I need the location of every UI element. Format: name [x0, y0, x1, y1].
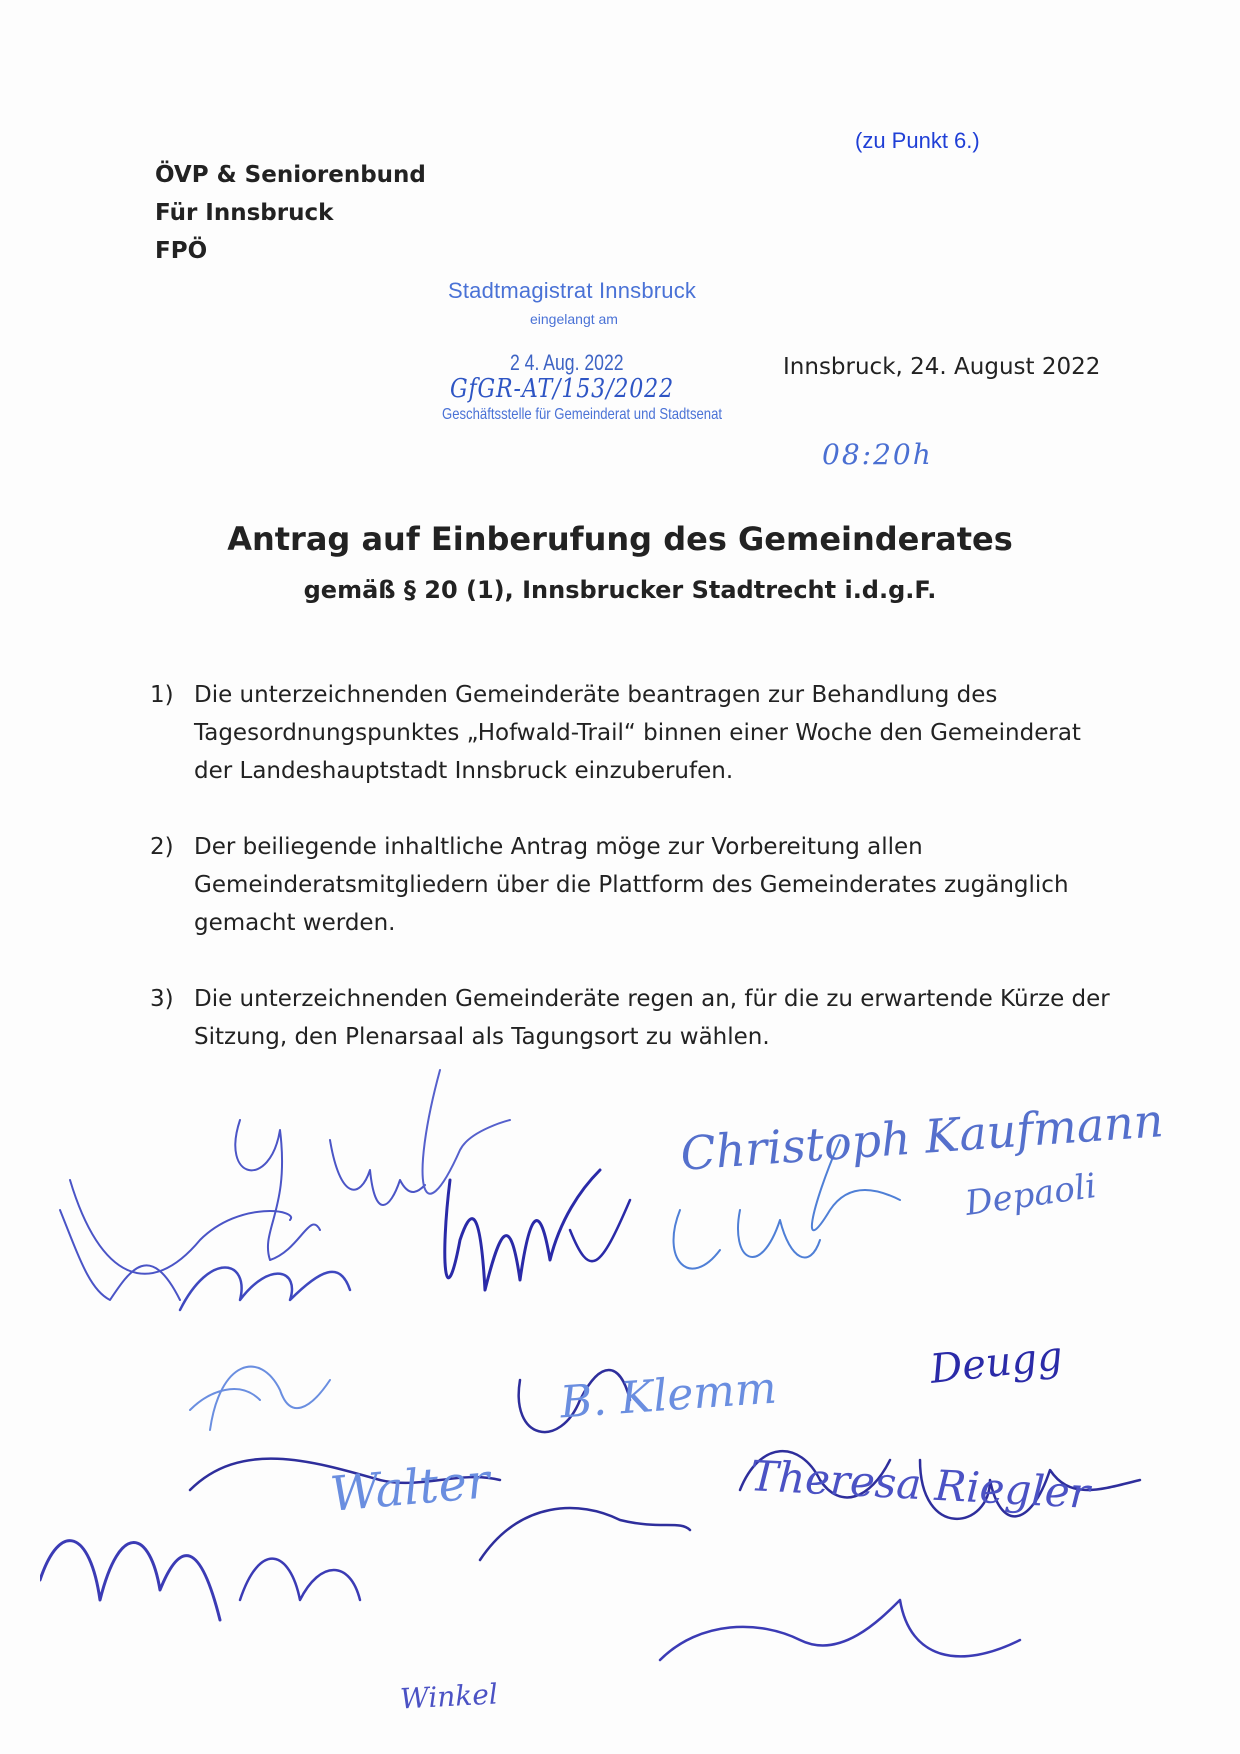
stamp-subtitle: eingelangt am	[530, 311, 618, 327]
stamp-reference: GfGR-AT/153/2022	[450, 374, 675, 404]
handwritten-time: 08:20h	[822, 438, 933, 471]
signature-1: Christoph Kaufmann	[678, 1093, 1166, 1181]
item-number: 1)	[150, 682, 174, 708]
sender-line: ÖVP & Seniorenbund	[155, 162, 426, 188]
signature-5: Theresa Riegler	[748, 1451, 1092, 1518]
list-item	[150, 828, 1110, 942]
signature-scribble	[738, 1210, 820, 1257]
document-title: Antrag auf Einberufung des Gemeinderates	[227, 520, 1013, 558]
signature-scribble	[330, 1140, 425, 1205]
sender-line: Für Innsbruck	[155, 200, 334, 226]
signature-scribble	[70, 1180, 291, 1274]
list-item	[150, 676, 1110, 790]
signature-3: Deugg	[927, 1333, 1065, 1393]
signature-scribble	[40, 1541, 220, 1620]
place-date: Innsbruck, 24. August 2022	[783, 354, 1101, 380]
signature-scribble	[480, 1508, 690, 1560]
signature-scribble	[180, 1268, 350, 1311]
stamp-department: Geschäftsstelle für Gemeinderat und Stadtsenat	[442, 406, 723, 423]
signature-area	[40, 1060, 1200, 1740]
item-number: 2)	[150, 834, 174, 860]
signature-7: Winkel	[399, 1677, 499, 1716]
item-text: Die unterzeichnenden Gemeinderäte regen an, für die zu erwartende Kürze der Sitzung, den Plenarsaal als Tagungsort zu wählen.	[194, 986, 1110, 1050]
signature-scribble	[210, 1367, 330, 1430]
list-item	[150, 980, 1110, 1056]
sender-block	[155, 156, 426, 270]
signature-4: B. Klemm	[558, 1362, 779, 1429]
signature-scribble	[660, 1600, 1020, 1660]
stamp-date: 2 4. Aug. 2022	[510, 350, 624, 375]
item-text: Die unterzeichnenden Gemeinderäte beantragen zur Behandlung des Tagesordnungspunktes „Hofwald-Trail“ binnen einer Woche den Gemeinderat der Landeshauptstadt Innsbruck einzuberufen.	[194, 682, 1081, 784]
request-list	[150, 676, 1110, 1056]
signature-scribble	[674, 1210, 720, 1269]
item-text: Der beiliegende inhaltliche Antrag möge zur Vorbereitung allen Gemeinderatsmitgliedern über die Plattform des Gemeinderates zugänglich gemacht werden.	[194, 834, 1069, 936]
signature-scribble	[60, 1210, 180, 1300]
signature-scribble	[235, 1120, 320, 1260]
signature-scribble	[423, 1070, 510, 1194]
signature-scribble	[240, 1559, 360, 1600]
document-subtitle: gemäß § 20 (1), Innsbrucker Stadtrecht i.d.g.F.	[303, 576, 937, 604]
signature-scribble	[570, 1200, 630, 1261]
signature-6: Walter	[327, 1453, 492, 1523]
agenda-note: (zu Punkt 6.)	[855, 128, 980, 153]
signature-2: Depaoli	[962, 1166, 1099, 1224]
item-number: 3)	[150, 986, 174, 1012]
signature-scribble	[190, 1389, 260, 1410]
stamp-title: Stadtmagistrat Innsbruck	[448, 278, 697, 303]
sender-line: FPÖ	[155, 238, 208, 264]
receipt-stamp	[430, 278, 750, 428]
signature-scribble	[445, 1170, 600, 1290]
